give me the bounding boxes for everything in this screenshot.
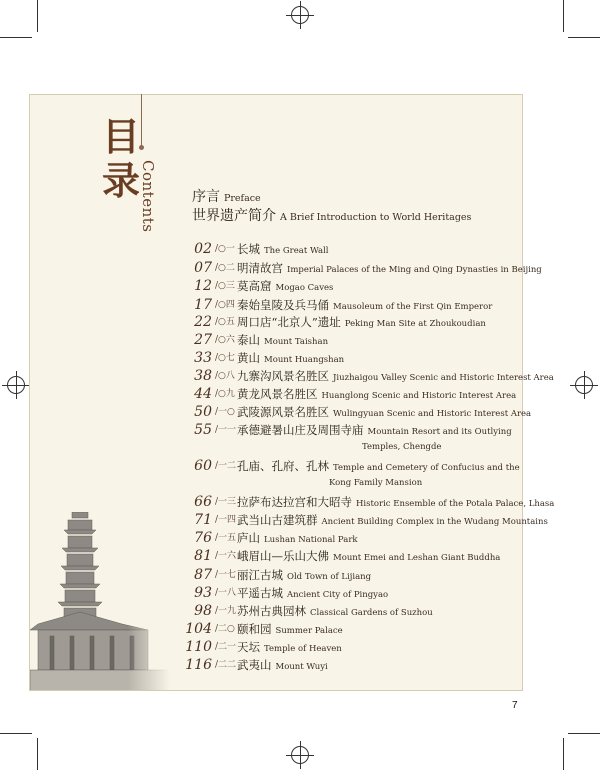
registration-mark (291, 746, 309, 764)
toc-entry-title-en: Huanglong Scenic and Historic Interest Area (321, 391, 517, 401)
intro-heritage[interactable] (192, 205, 471, 225)
toc-entry-title-en: Mount Taishan (264, 337, 329, 347)
page-title: 目录 (101, 114, 140, 203)
crop-mark (37, 0, 38, 32)
toc-chapter-code: /一五 (215, 533, 237, 543)
toc-chapter-code: /二二 (215, 660, 237, 670)
toc-entry-title-cn: 长城 (237, 242, 260, 256)
crop-mark (563, 0, 564, 32)
toc-chapter-code: /一四 (215, 515, 237, 525)
toc-chapter-code: /一九 (215, 606, 237, 616)
toc-page-number: 27 (194, 332, 212, 348)
title-rule (141, 94, 142, 146)
toc-chapter-code: /○九 (215, 389, 235, 399)
crop-mark (37, 738, 38, 770)
toc-entry-title (237, 386, 516, 404)
toc-page-number: 22 (194, 314, 212, 330)
toc-entry-title-en: Mount Emei and Leshan Giant Buddha (333, 553, 501, 563)
toc-page-number: 71 (194, 512, 212, 528)
toc-entry-title (237, 404, 531, 422)
toc-entry-title (237, 422, 512, 440)
pagoda-illustration (30, 512, 170, 691)
toc-entry-title-cn: 黄山 (237, 351, 260, 365)
toc-entry-title (237, 657, 328, 675)
toc-entry-title-en: Mount Wuyi (275, 662, 328, 672)
toc-entry-title-en: The Great Wall (264, 246, 329, 256)
toc-entry-title-en: Mausoleum of the First Qin Emperor (333, 302, 493, 312)
page-title-english: Contents (139, 160, 157, 233)
toc-entry-title-cn: 平遥古城 (237, 586, 283, 600)
toc-page-number: 17 (194, 297, 212, 313)
toc-entry-title (237, 567, 371, 585)
toc-entry-title (237, 332, 328, 350)
toc-entry-title-en: Ancient Building Complex in the Wudang Mountains (321, 517, 548, 527)
toc-page-number: 55 (194, 422, 212, 438)
toc-entry-title (237, 512, 548, 530)
toc-entry-title-en: Imperial Palaces of the Ming and Qing Dynasties in Beijing (287, 265, 542, 275)
toc-entry-title-cn: 九寨沟风景名胜区 (237, 369, 329, 383)
toc-chapter-code: /○三 (215, 281, 235, 291)
toc-page-number: 87 (194, 567, 212, 583)
toc-entry-title (237, 639, 342, 657)
crop-mark (568, 37, 600, 38)
toc-page-number: 93 (194, 585, 212, 601)
toc-entry-title-en-continued: Kong Family Mansion (329, 478, 423, 488)
toc-page-number: 38 (194, 368, 212, 384)
toc-chapter-code: /○一 (215, 244, 235, 254)
toc-entry-title-cn: 武当山古建筑群 (237, 513, 318, 527)
toc-page-number: 50 (194, 404, 212, 420)
toc-page-number: 33 (194, 350, 212, 366)
toc-entry-title-cn: 庐山 (237, 531, 260, 545)
intro-heritage-cn: 世界遗产简介 (192, 208, 276, 224)
toc-entry-title-cn: 武陵源风景名胜区 (237, 405, 329, 419)
toc-entry-title (237, 621, 343, 639)
toc-page-number: 12 (194, 278, 212, 294)
toc-entry-title-cn: 黄龙风景名胜区 (237, 387, 318, 401)
toc-entry-title-en: Lushan National Park (264, 535, 358, 545)
toc-entry-title (237, 603, 433, 621)
toc-entry-title-en: Summer Palace (275, 626, 343, 636)
toc-entry-title (237, 458, 520, 476)
toc-entry-title-cn: 莫高窟 (237, 279, 272, 293)
toc-entry-title-en: Ancient City of Pingyao (287, 590, 389, 600)
toc-entry-title (237, 548, 500, 566)
toc-entry-title-cn: 峨眉山—乐山大佛 (237, 549, 329, 563)
toc-entry-title (237, 297, 492, 315)
toc-chapter-code: /○二 (215, 263, 235, 273)
toc-page-number: 116 (185, 657, 212, 673)
toc-page-number: 66 (194, 494, 212, 510)
toc-entry-title-en: Old Town of Lijiang (287, 572, 372, 582)
toc-entry-title (237, 260, 542, 278)
toc-chapter-code: /一○ (215, 407, 235, 417)
toc-page-number: 98 (194, 603, 212, 619)
toc-entry-title (237, 368, 554, 386)
toc-chapter-code: /○七 (215, 353, 235, 363)
registration-mark (575, 376, 593, 394)
toc-entry-title-cn: 武夷山 (237, 658, 272, 672)
toc-entry-title (237, 494, 554, 512)
toc-entry-title-en: Mountain Resort and its Outlying (367, 427, 512, 437)
toc-entry-title-cn: 泰山 (237, 333, 260, 347)
toc-entry-title (237, 314, 486, 332)
registration-mark (291, 6, 309, 24)
toc-entry-title-en: Temple of Heaven (264, 644, 342, 654)
intro-heritage-en: A Brief Introduction to World Heritages (280, 212, 472, 223)
toc-chapter-code: /○四 (215, 300, 235, 310)
toc-entry-title (237, 278, 333, 296)
toc-chapter-code: /一七 (215, 570, 237, 580)
toc-chapter-code: /一一 (215, 425, 237, 435)
toc-entry-title-cn: 天坛 (237, 640, 260, 654)
toc-page-number: 02 (194, 241, 212, 257)
toc-entry-title-cn: 丽江古城 (237, 568, 283, 582)
page-number: 7 (512, 700, 518, 711)
toc-entry-title-cn: 孔庙、孔府、孔林 (237, 459, 329, 473)
toc-entry-title-en: Mogao Caves (275, 283, 334, 293)
toc-entry-title-en-continued: Temples, Chengde (362, 442, 442, 452)
toc-entry-title (237, 350, 344, 368)
toc-page-number: 104 (185, 621, 212, 637)
toc-entry-title-en: Mount Huangshan (264, 355, 345, 365)
toc-chapter-code: /○八 (215, 371, 235, 381)
intro-preface-en: Preface (224, 193, 261, 204)
toc-chapter-code: /○六 (215, 335, 235, 345)
toc-entry-title-cn: 明清故宫 (237, 261, 283, 275)
toc-entry-title-cn: 秦始皇陵及兵马俑 (237, 298, 329, 312)
toc-entry-title-en: Classical Gardens of Suzhou (310, 608, 433, 618)
toc-entry-title (237, 241, 328, 259)
toc-entry-title-cn: 颐和园 (237, 622, 272, 636)
toc-page-number: 110 (185, 639, 212, 655)
toc-chapter-code: /一八 (215, 588, 237, 598)
toc-page-number: 07 (194, 260, 212, 276)
intro-preface-cn: 序言 (192, 189, 220, 205)
toc-chapter-code: /一六 (215, 551, 237, 561)
toc-chapter-code: /一三 (215, 497, 237, 507)
toc-entry-title (237, 530, 358, 548)
toc-entry-title-en: Jiuzhaigou Valley Scenic and Historic Interest Area (333, 373, 554, 383)
crop-mark (0, 733, 32, 734)
toc-chapter-code: /二一 (215, 642, 237, 652)
toc-entry-title-cn: 拉萨布达拉宫和大昭寺 (237, 495, 352, 509)
toc-entry-title (237, 585, 388, 603)
toc-page-number: 76 (194, 530, 212, 546)
toc-entry-title-en: Temple and Cemetery of Confucius and the (333, 463, 520, 473)
toc-entry-title-cn: 承德避暑山庄及周围寺庙 (237, 423, 364, 437)
toc-page-number: 81 (194, 548, 212, 564)
intro-preface[interactable] (192, 186, 261, 206)
toc-chapter-code: /○五 (215, 317, 235, 327)
crop-mark (0, 37, 32, 38)
toc-entry-title-en: Peking Man Site at Zhoukoudian (344, 319, 486, 329)
toc-entry-title-cn: 周口店“北京人”遗址 (237, 315, 341, 329)
registration-mark (7, 376, 25, 394)
toc-entry-title-cn: 苏州古典园林 (237, 604, 306, 618)
toc-page-number: 44 (194, 386, 212, 402)
toc-entry-title-en: Wulingyuan Scenic and Historic Interest Area (333, 409, 532, 419)
crop-mark (568, 733, 600, 734)
toc-entry-title-en: Historic Ensemble of the Potala Palace, Lhasa (356, 499, 555, 509)
toc-chapter-code: /一二 (215, 461, 237, 471)
toc-page-number: 60 (194, 458, 212, 474)
crop-mark (563, 738, 564, 770)
toc-chapter-code: /二○ (215, 624, 235, 634)
